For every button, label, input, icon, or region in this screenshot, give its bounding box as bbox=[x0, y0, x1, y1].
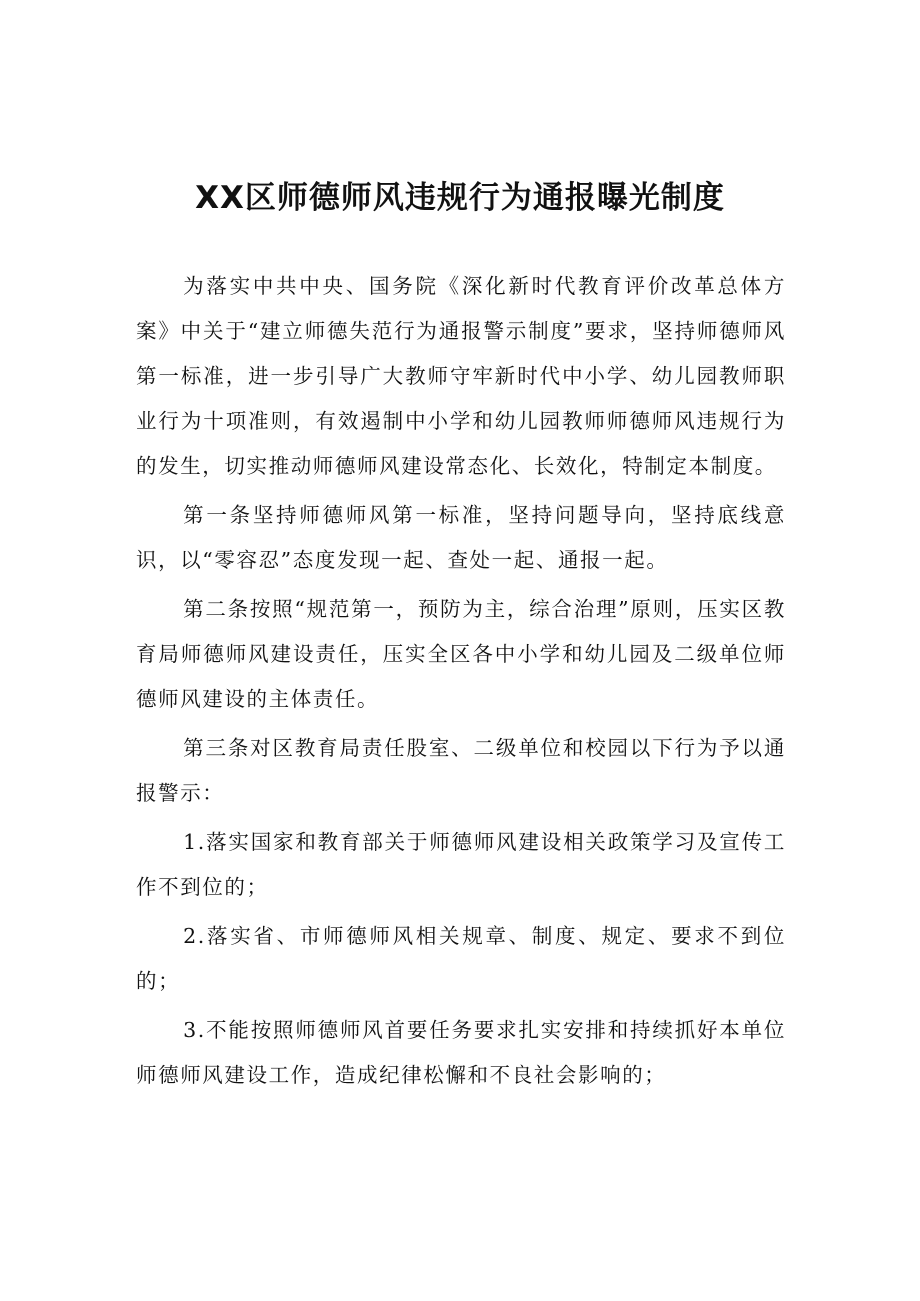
document-title: XX区师德师风违规行为通报曝光制度 bbox=[195, 180, 725, 216]
document-body bbox=[136, 264, 786, 1102]
list-item-3: 3.不能按照师德师风首要任务要求扎实安排和持续抓好本单位师德师风建设工作，造成纪律松懈和不良社会影响的； bbox=[136, 1018, 786, 1087]
paragraph-intro: 为落实中共中央、国务院《深化新时代教育评价改革总体方案》中关于“建立师德失范行为通报警示制度”要求，坚持师德师风第一标准，进一步引导广大教师守牢新时代中小学、幼儿园教师职业行为十项准则，有效遏制中小学和幼儿园教师师德师风违规行为的发生，切实推动师德师风建设常态化、长效化，特制定本制度。 bbox=[136, 274, 786, 478]
paragraph-article-3: 第三条对区教育局责任股室、二级单位和校园以下行为予以通报警示： bbox=[136, 736, 786, 805]
paragraph-article-2: 第二条按照“规范第一，预防为主，综合治理”原则，压实区教育局师德师风建设责任，压实全区各中小学和幼儿园及二级单位师德师风建设的主体责任。 bbox=[136, 597, 786, 711]
list-item-2: 2.落实省、市师德师风相关规章、制度、规定、要求不到位的； bbox=[136, 924, 786, 993]
list-item-1: 1.落实国家和教育部关于师德师风建设相关政策学习及宣传工作不到位的； bbox=[136, 830, 786, 899]
paragraph-article-1: 第一条坚持师德师风第一标准，坚持问题导向，坚持底线意识，以“零容忍”态度发现一起、查处一起、通报一起。 bbox=[136, 503, 786, 572]
